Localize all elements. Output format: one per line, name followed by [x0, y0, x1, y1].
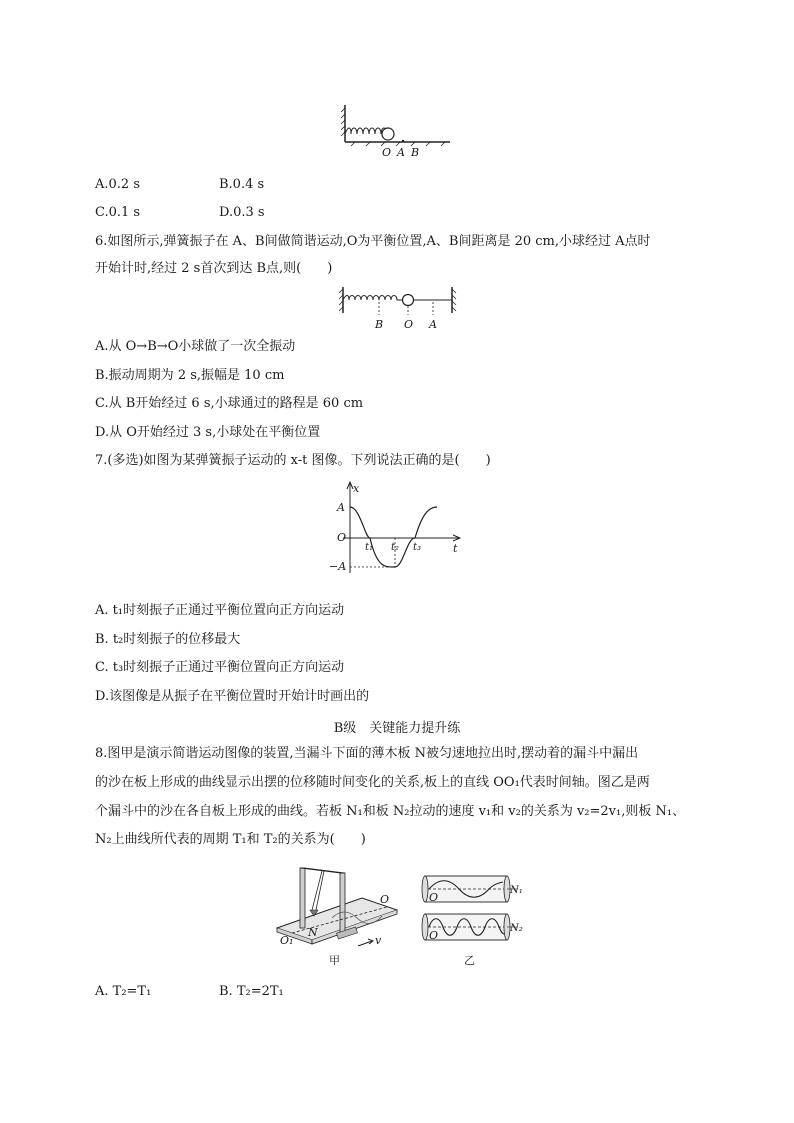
q8-jia-label-v: v	[375, 934, 382, 947]
q6-label-o: O	[404, 318, 414, 331]
q8-stem-line4: N₂上曲线所代表的周期 T₁和 T₂的关系为( )	[95, 832, 366, 847]
q5-option-d[interactable]: D.0.3 s	[219, 205, 265, 220]
q8-jia-label-n: N	[308, 926, 318, 939]
q8-yi-caption: 乙	[464, 954, 475, 967]
q6-spring-figure	[335, 285, 465, 335]
q5-label-b: B	[411, 146, 420, 159]
q5-option-a[interactable]: A.0.2 s	[95, 177, 140, 192]
q8-yi-label-n1: N₁	[510, 885, 523, 896]
q7-origin-label: O	[337, 531, 347, 544]
q8-yi-label-o: O	[429, 891, 439, 904]
q6-option-a[interactable]: A.从 O→B→O小球做了一次全振动	[95, 339, 296, 354]
q7-amp-neg-label: −A	[329, 560, 347, 573]
q8-option-b[interactable]: B. T₂=2T₁	[219, 984, 284, 999]
q5-label-a: A	[397, 146, 405, 159]
q7-t2-label: t₂	[391, 542, 400, 553]
q7-option-d[interactable]: D.该图像是从振子在平衡位置时开始计时画出的	[95, 689, 370, 704]
q8-figure-jia	[272, 858, 402, 968]
q8-stem-line2: 的沙在板上形成的曲线显示出摆的位移随时间变化的关系,板上的直线 OO₁代表时间轴。图乙是两	[95, 775, 650, 790]
q7-option-b[interactable]: B. t₂时刻振子的位移最大	[95, 632, 241, 647]
q6-label-a: A	[429, 318, 437, 331]
q6-stem-line2: 开始计时,经过 2 s首次到达 B点,则( )	[95, 261, 333, 276]
q5-label-o: O	[382, 146, 392, 159]
q8-jia-label-o: O	[380, 893, 390, 906]
q6-option-b[interactable]: B.振动周期为 2 s,振幅是 10 cm	[95, 368, 285, 383]
q8-stem-line1: 8.图甲是演示简谐运动图像的装置,当漏斗下面的薄木板 N被匀速地拉出时,摆动着的漏斗中漏出	[95, 746, 639, 761]
q7-option-c[interactable]: C. t₃时刻振子正通过平衡位置向正方向运动	[95, 660, 345, 675]
q8-jia-label-o1: O₁	[280, 934, 294, 947]
section-heading: B级 关键能力提升练	[333, 721, 461, 736]
q5-option-c[interactable]: C.0.1 s	[95, 205, 141, 220]
q7-xt-graph	[325, 478, 475, 578]
q8-yi-label-o-2: O	[429, 929, 439, 942]
q5-option-b[interactable]: B.0.4 s	[219, 177, 265, 192]
q7-axis-x-label: x	[353, 482, 360, 495]
q8-jia-caption: 甲	[329, 954, 340, 967]
q5-spring-figure	[330, 100, 460, 160]
q7-stem: 7.(多选)如图为某弹簧振子运动的 x-t 图像。下列说法正确的是( )	[95, 453, 491, 468]
q6-option-c[interactable]: C.从 B开始经过 6 s,小球通过的路程是 60 cm	[95, 396, 364, 411]
q8-figure-yi	[415, 868, 530, 968]
q7-axis-t-label: t	[453, 542, 458, 555]
q6-stem-line1: 6.如图所示,弹簧振子在 A、B间做简谐运动,O为平衡位置,A、B间距离是 20 cm,小球经过 A点时	[95, 234, 651, 249]
q7-amp-pos-label: A	[337, 501, 345, 514]
q8-stem-line3: 个漏斗中的沙在各自板上形成的曲线。若板 N₁和板 N₂拉动的速度 v₁和 v₂的关系为 v₂=2v₁,则板 N₁、	[95, 804, 686, 819]
q8-yi-label-n2: N₂	[510, 923, 523, 934]
q6-option-d[interactable]: D.从 O开始经过 3 s,小球处在平衡位置	[95, 425, 321, 440]
q7-option-a[interactable]: A. t₁时刻振子正通过平衡位置向正方向运动	[95, 603, 345, 618]
q6-label-b: B	[375, 318, 384, 331]
q8-option-a[interactable]: A. T₂=T₁	[95, 984, 152, 999]
q7-t1-label: t₁	[365, 542, 374, 553]
q7-t3-label: t₃	[413, 542, 422, 553]
